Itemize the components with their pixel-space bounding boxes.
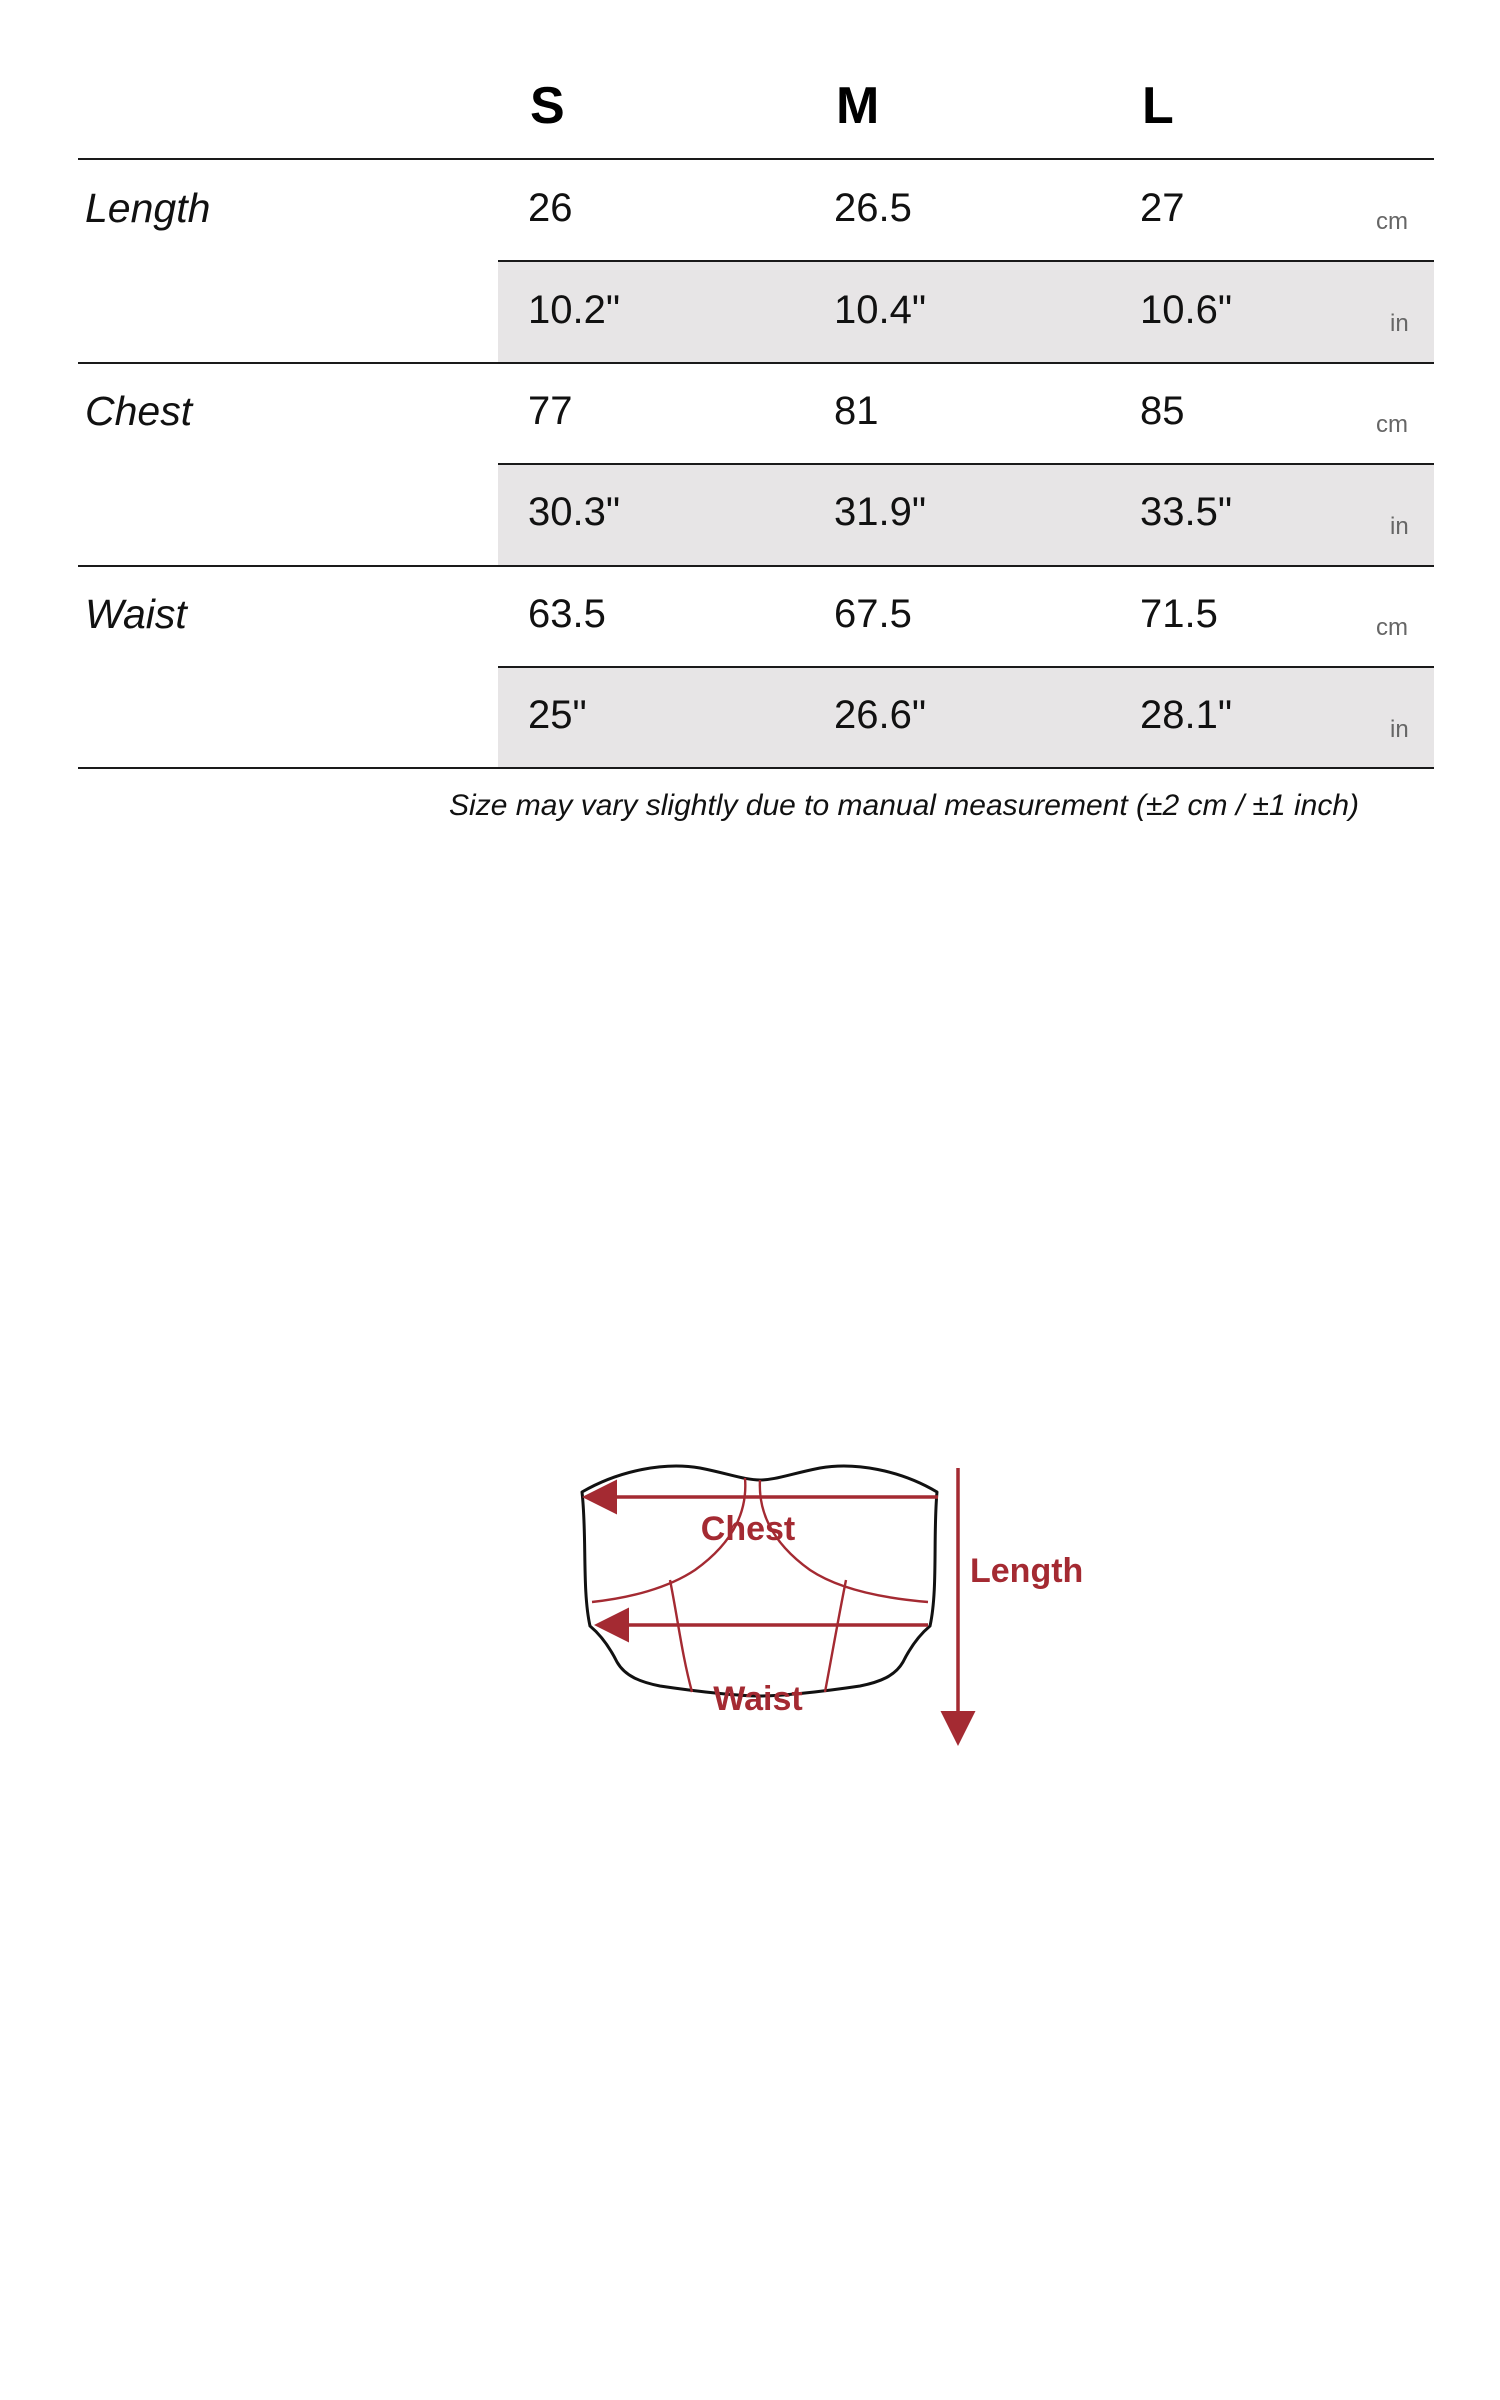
- cell-waist-l-cm: 71.5: [1140, 592, 1218, 636]
- measurement-note: Size may vary slightly due to manual measurement (±2 cm / ±1 inch): [449, 789, 1359, 822]
- unit-cm-label: cm: [1376, 614, 1408, 641]
- cell-chest-l-in: 33.5": [1140, 490, 1233, 534]
- inch-row-background: [498, 262, 1434, 362]
- unit-cm-label: cm: [1376, 208, 1408, 235]
- cell-waist-s-in: 25": [528, 693, 587, 737]
- garment-outline: [582, 1466, 937, 1696]
- header-divider: [78, 158, 1434, 160]
- cell-chest-l-cm: 85: [1140, 389, 1185, 433]
- cell-length-l-cm: 27: [1140, 186, 1185, 230]
- row-label-waist: Waist: [85, 591, 187, 637]
- cell-length-l-in: 10.6": [1140, 288, 1233, 332]
- cell-chest-m-in: 31.9": [834, 490, 927, 534]
- row-label-chest: Chest: [85, 388, 193, 434]
- unit-in-label: in: [1390, 310, 1409, 337]
- garment-diagram-svg: [560, 1440, 1100, 1760]
- row-group-divider: [78, 565, 1434, 567]
- cell-waist-s-cm: 63.5: [528, 592, 606, 636]
- size-header-m: M: [836, 77, 880, 135]
- inch-row-background: [498, 465, 1434, 565]
- cell-chest-s-cm: 77: [528, 389, 573, 433]
- unit-cm-label: cm: [1376, 411, 1408, 438]
- length-label: Length: [970, 1552, 1084, 1590]
- cell-chest-m-cm: 81: [834, 389, 879, 433]
- chest-label: Chest: [700, 1510, 796, 1548]
- size-header-s: S: [530, 77, 565, 135]
- cell-waist-m-in: 26.6": [834, 693, 927, 737]
- cell-waist-l-in: 28.1": [1140, 693, 1233, 737]
- cell-length-s-in: 10.2": [528, 288, 621, 332]
- cell-chest-s-in: 30.3": [528, 490, 621, 534]
- unit-in-label: in: [1390, 513, 1409, 540]
- table-bottom-divider: [78, 767, 1434, 769]
- cell-length-s-cm: 26: [528, 186, 573, 230]
- cell-length-m-cm: 26.5: [834, 186, 912, 230]
- cell-length-m-in: 10.4": [834, 288, 927, 332]
- unit-in-label: in: [1390, 716, 1409, 743]
- inch-row-background: [498, 668, 1434, 768]
- garment-diagram: [560, 1440, 1100, 1760]
- cell-waist-m-cm: 67.5: [834, 592, 912, 636]
- row-label-length: Length: [85, 185, 211, 231]
- size-header-l: L: [1142, 77, 1174, 135]
- row-group-divider: [78, 362, 1434, 364]
- size-chart-table: [78, 0, 1434, 780]
- waist-label: Waist: [713, 1680, 803, 1718]
